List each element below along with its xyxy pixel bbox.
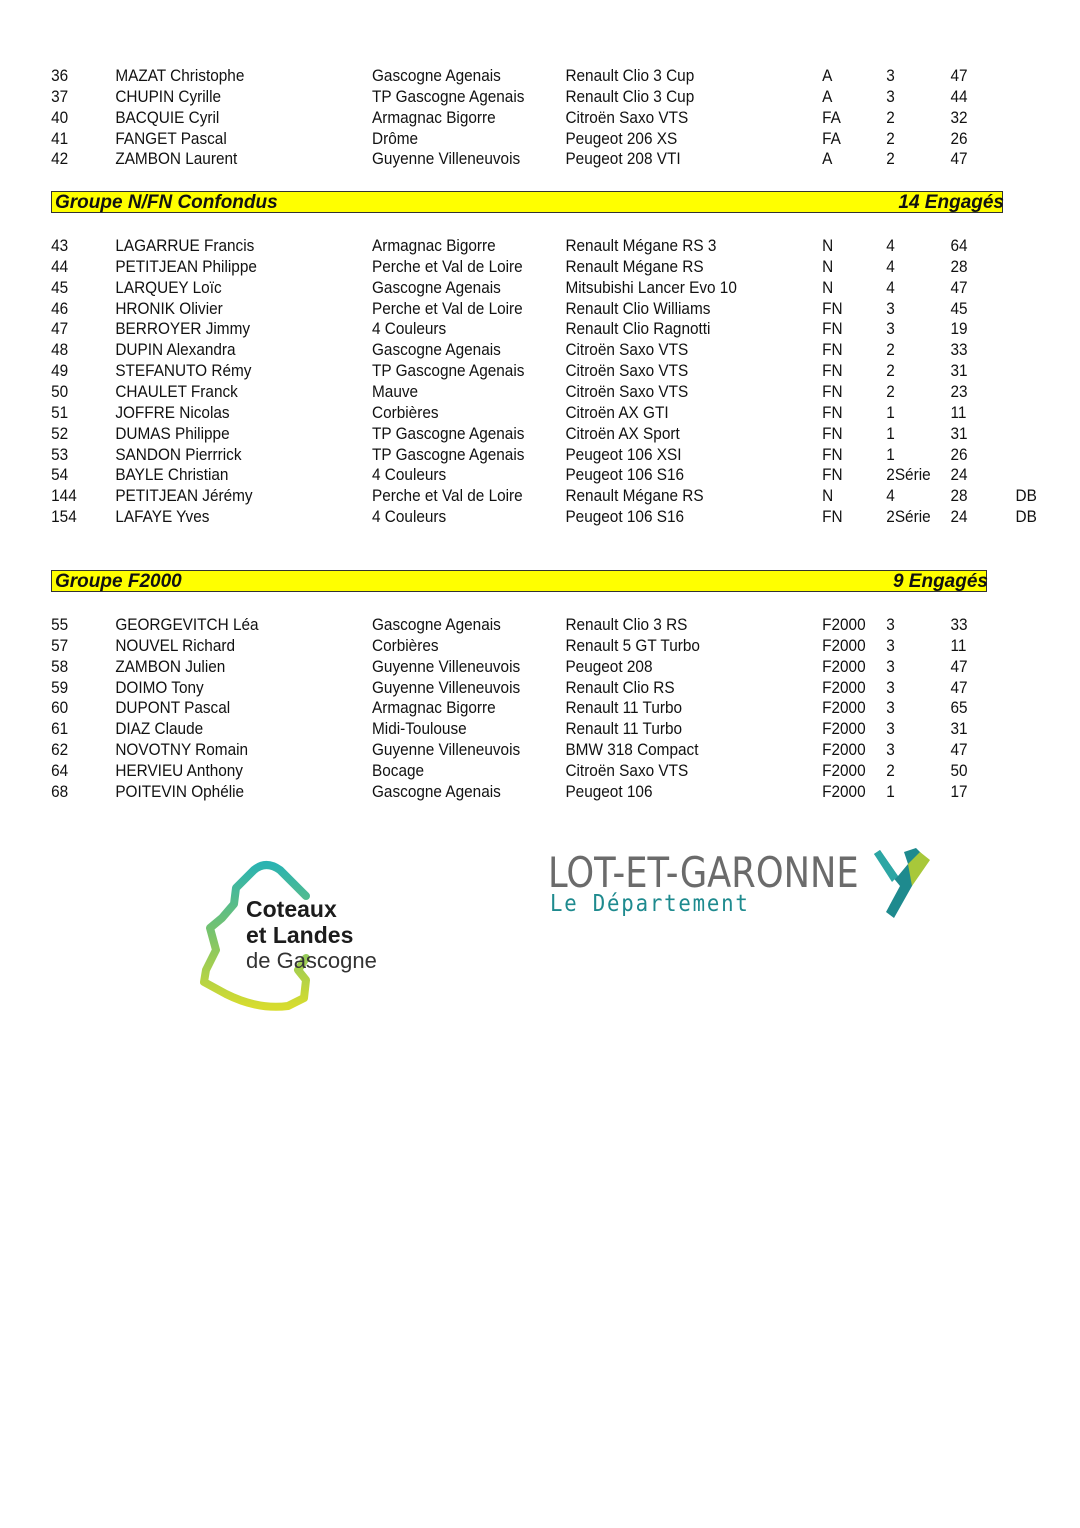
department: 47: [950, 658, 968, 676]
car-class: 1: [886, 446, 895, 464]
table-row: [0, 761, 1004, 782]
car-class: 3: [886, 300, 895, 318]
car-class: 2Série: [886, 466, 931, 484]
car-class: 3: [886, 88, 895, 106]
car-model: Citroën AX Sport: [565, 425, 680, 443]
car-model: Peugeot 106 S16: [565, 508, 685, 526]
driver-name: FANGET Pascal: [115, 130, 227, 148]
coteaux-line1: Coteaux: [246, 896, 337, 922]
car-group: F2000: [822, 679, 866, 697]
car-class: 3: [886, 741, 895, 759]
car-model: Peugeot 208 VTI: [565, 150, 681, 168]
car-model: Peugeot 106 S16: [565, 466, 685, 484]
club-name: Corbières: [372, 404, 439, 422]
car-model: Renault 11 Turbo: [565, 720, 683, 738]
car-class: 3: [886, 320, 895, 338]
car-model: Peugeot 106 XSI: [565, 446, 682, 464]
car-group: N: [822, 258, 834, 276]
club-name: Gascogne Agenais: [372, 616, 501, 634]
table-row: [0, 278, 1004, 299]
club-name: Mauve: [372, 383, 419, 401]
bib-number: 52: [51, 425, 69, 443]
bib-number: 68: [51, 783, 69, 801]
department: 64: [950, 237, 968, 255]
department: 28: [950, 258, 968, 276]
department: 47: [950, 150, 968, 168]
car-group: FA: [822, 130, 841, 148]
bib-number: 61: [51, 720, 69, 738]
department: 26: [950, 130, 968, 148]
car-model: Peugeot 106: [565, 783, 653, 801]
department: 26: [950, 446, 968, 464]
car-group: FA: [822, 109, 841, 127]
driver-name: MAZAT Christophe: [115, 67, 245, 85]
car-model: Citroën Saxo VTS: [565, 341, 689, 359]
department: 44: [950, 88, 968, 106]
driver-name: SANDON Pierrrick: [115, 446, 242, 464]
car-group: F2000: [822, 637, 866, 655]
club-name: Gascogne Agenais: [372, 341, 501, 359]
bib-number: 50: [51, 383, 69, 401]
car-model: Renault Clio RS: [565, 679, 675, 697]
club-name: Gascogne Agenais: [372, 783, 501, 801]
department: 28: [950, 487, 968, 505]
bib-number: 60: [51, 699, 69, 717]
club-name: Guyenne Villeneuvois: [372, 741, 521, 759]
car-model: Citroën Saxo VTS: [565, 109, 689, 127]
driver-name: PETITJEAN Jérémy: [115, 487, 253, 505]
department: 24: [950, 508, 968, 526]
car-model: Renault Mégane RS 3: [565, 237, 717, 255]
bib-number: 58: [51, 658, 69, 676]
department: 31: [950, 425, 968, 443]
club-name: 4 Couleurs: [372, 320, 447, 338]
group-header-n-fn: [51, 191, 1003, 213]
table-row: [0, 149, 1004, 170]
table-row: [0, 698, 1004, 719]
bib-number: 41: [51, 130, 69, 148]
driver-name: POITEVIN Ophélie: [115, 783, 245, 801]
driver-name: NOUVEL Richard: [115, 637, 235, 655]
table-row: [0, 319, 1004, 340]
table-row: [0, 657, 1004, 678]
department: 31: [950, 720, 968, 738]
bib-number: 51: [51, 404, 69, 422]
car-group: F2000: [822, 658, 866, 676]
bib-number: 54: [51, 466, 69, 484]
bib-number: 62: [51, 741, 69, 759]
car-group: F2000: [822, 741, 866, 759]
department: 47: [950, 741, 968, 759]
group-title: Groupe N/FN Confondus: [55, 192, 278, 213]
driver-name: CHAULET Franck: [115, 383, 238, 401]
group-header-f2000: [51, 570, 987, 592]
bib-number: 64: [51, 762, 69, 780]
driver-name: DUPIN Alexandra: [115, 341, 236, 359]
car-class: 4: [886, 258, 895, 276]
car-class: 2: [886, 150, 895, 168]
bib-number: 55: [51, 616, 69, 634]
department: 23: [950, 383, 968, 401]
driver-name: DUPONT Pascal: [115, 699, 231, 717]
car-class: 3: [886, 67, 895, 85]
extra-flag: DB: [1015, 508, 1037, 526]
car-model: Citroën Saxo VTS: [565, 362, 689, 380]
table-row: [0, 486, 1037, 507]
car-model: Peugeot 206 XS: [565, 130, 678, 148]
driver-name: CHUPIN Cyrille: [115, 88, 222, 106]
bib-number: 59: [51, 679, 69, 697]
driver-name: GEORGEVITCH Léa: [115, 616, 259, 634]
coteaux-line3: de Gascogne: [246, 948, 377, 973]
table-row: [0, 340, 1004, 361]
driver-name: DUMAS Philippe: [115, 425, 230, 443]
car-model: Renault Clio Williams: [565, 300, 711, 318]
table-row: [0, 615, 1004, 636]
car-group: N: [822, 487, 834, 505]
car-model: Peugeot 208: [565, 658, 653, 676]
bib-number: 49: [51, 362, 69, 380]
car-group: FN: [822, 300, 843, 318]
bib-number: 47: [51, 320, 69, 338]
department: 32: [950, 109, 968, 127]
table-row: [0, 636, 1004, 657]
lot-et-garonne-y-icon: [868, 846, 934, 922]
table-row: [0, 465, 1004, 486]
car-model: Renault 11 Turbo: [565, 699, 683, 717]
bib-number: 48: [51, 341, 69, 359]
table-row: [0, 108, 1004, 129]
car-model: Mitsubishi Lancer Evo 10: [565, 279, 737, 297]
club-name: Gascogne Agenais: [372, 67, 501, 85]
club-name: Armagnac Bigorre: [372, 109, 496, 127]
table-row: [0, 403, 1004, 424]
car-class: 2: [886, 362, 895, 380]
car-class: 2: [886, 130, 895, 148]
club-name: Guyenne Villeneuvois: [372, 679, 521, 697]
driver-name: HRONIK Olivier: [115, 300, 223, 318]
driver-name: BACQUIE Cyril: [115, 109, 220, 127]
group-count: 14 Engagés: [898, 192, 1004, 213]
car-class: 2Série: [886, 508, 931, 526]
bib-number: 45: [51, 279, 69, 297]
car-model: Renault Clio 3 Cup: [565, 88, 695, 106]
extra-flag: DB: [1015, 487, 1037, 505]
department: 11: [950, 637, 967, 655]
table-row: [0, 87, 1004, 108]
car-group: FN: [822, 383, 843, 401]
car-model: Renault 5 GT Turbo: [565, 637, 700, 655]
driver-name: BERROYER Jimmy: [115, 320, 251, 338]
driver-name: LARQUEY Loïc: [115, 279, 222, 297]
bib-number: 53: [51, 446, 69, 464]
club-name: Perche et Val de Loire: [372, 487, 523, 505]
bib-number: 44: [51, 258, 69, 276]
car-class: 3: [886, 720, 895, 738]
car-class: 3: [886, 637, 895, 655]
club-name: 4 Couleurs: [372, 466, 447, 484]
car-class: 4: [886, 279, 895, 297]
club-name: Corbières: [372, 637, 439, 655]
department: 33: [950, 341, 968, 359]
club-name: Bocage: [372, 762, 425, 780]
car-model: Renault Mégane RS: [565, 487, 704, 505]
car-class: 3: [886, 658, 895, 676]
car-group: FN: [822, 466, 843, 484]
driver-name: LAGARRUE Francis: [115, 237, 255, 255]
car-class: 1: [886, 404, 895, 422]
car-group: FN: [822, 341, 843, 359]
car-group: A: [822, 67, 833, 85]
car-model: Renault Clio 3 RS: [565, 616, 688, 634]
car-model: Citroën Saxo VTS: [565, 383, 689, 401]
table-row: [0, 782, 1004, 803]
bib-number: 43: [51, 237, 69, 255]
department: 45: [950, 300, 968, 318]
car-model: Citroën AX GTI: [565, 404, 669, 422]
car-group: A: [822, 150, 833, 168]
department: 17: [950, 783, 968, 801]
driver-name: ZAMBON Julien: [115, 658, 226, 676]
club-name: TP Gascogne Agenais: [372, 446, 525, 464]
car-model: Renault Clio 3 Cup: [565, 67, 695, 85]
car-group: FN: [822, 320, 843, 338]
table-row: [0, 382, 1004, 403]
department: 65: [950, 699, 968, 717]
table-row: [0, 129, 1004, 150]
bib-number: 36: [51, 67, 69, 85]
table-row: [0, 424, 1004, 445]
car-class: 2: [886, 109, 895, 127]
club-name: Guyenne Villeneuvois: [372, 150, 521, 168]
group-count: 9 Engagés: [892, 571, 988, 592]
driver-name: ZAMBON Laurent: [115, 150, 238, 168]
driver-name: DIAZ Claude: [115, 720, 204, 738]
department: 31: [950, 362, 968, 380]
driver-name: DOIMO Tony: [115, 679, 204, 697]
car-model: Renault Clio Ragnotti: [565, 320, 711, 338]
car-class: 2: [886, 762, 895, 780]
car-class: 3: [886, 616, 895, 634]
driver-name: NOVOTNY Romain: [115, 741, 249, 759]
club-name: Midi-Toulouse: [372, 720, 467, 738]
department: 50: [950, 762, 968, 780]
car-group: FN: [822, 508, 843, 526]
car-group: F2000: [822, 783, 866, 801]
club-name: Armagnac Bigorre: [372, 237, 496, 255]
department: 47: [950, 67, 968, 85]
car-model: BMW 318 Compact: [565, 741, 699, 759]
club-name: Guyenne Villeneuvois: [372, 658, 521, 676]
car-class: 4: [886, 487, 895, 505]
car-class: 3: [886, 679, 895, 697]
driver-name: BAYLE Christian: [115, 466, 229, 484]
car-group: N: [822, 237, 834, 255]
car-class: 3: [886, 699, 895, 717]
club-name: Gascogne Agenais: [372, 279, 501, 297]
coteaux-line2: et Landes: [246, 922, 354, 948]
driver-name: JOFFRE Nicolas: [115, 404, 230, 422]
car-class: 1: [886, 425, 895, 443]
car-class: 2: [886, 341, 895, 359]
car-class: 2: [886, 383, 895, 401]
car-model: Citroën Saxo VTS: [565, 762, 689, 780]
bib-number: 154: [51, 508, 77, 526]
car-class: 4: [886, 237, 895, 255]
club-name: TP Gascogne Agenais: [372, 88, 525, 106]
table-row: [0, 740, 1004, 761]
car-group: A: [822, 88, 833, 106]
department: 47: [950, 679, 968, 697]
club-name: TP Gascogne Agenais: [372, 425, 525, 443]
club-name: 4 Couleurs: [372, 508, 447, 526]
bib-number: 144: [51, 487, 77, 505]
lot-et-garonne-logo: [548, 846, 948, 926]
car-group: F2000: [822, 762, 866, 780]
club-name: TP Gascogne Agenais: [372, 362, 525, 380]
table-row: [0, 445, 1004, 466]
bib-number: 37: [51, 88, 69, 106]
coteaux-landes-logo: [196, 858, 396, 1018]
group-title: Groupe F2000: [55, 571, 182, 592]
car-group: FN: [822, 425, 843, 443]
lot-et-garonne-title: LOT-ET-GARONNE: [548, 848, 859, 897]
table-row: [0, 678, 1004, 699]
department: 47: [950, 279, 968, 297]
department: 19: [950, 320, 968, 338]
club-name: Armagnac Bigorre: [372, 699, 496, 717]
department: 24: [950, 466, 968, 484]
car-group: F2000: [822, 720, 866, 738]
driver-name: PETITJEAN Philippe: [115, 258, 257, 276]
bib-number: 57: [51, 637, 69, 655]
driver-name: STEFANUTO Rémy: [115, 362, 252, 380]
table-row: [0, 507, 1037, 528]
driver-name: LAFAYE Yves: [115, 508, 210, 526]
car-group: FN: [822, 362, 843, 380]
table-row: [0, 66, 1004, 87]
car-class: 1: [886, 783, 895, 801]
car-group: FN: [822, 446, 843, 464]
bib-number: 40: [51, 109, 69, 127]
table-row: [0, 719, 1004, 740]
department: 11: [950, 404, 967, 422]
lot-et-garonne-subtitle: Le Département: [550, 891, 750, 917]
club-name: Perche et Val de Loire: [372, 258, 523, 276]
car-group: F2000: [822, 699, 866, 717]
driver-name: HERVIEU Anthony: [115, 762, 243, 780]
table-row: [0, 257, 1004, 278]
club-name: Drôme: [372, 130, 419, 148]
car-group: N: [822, 279, 834, 297]
bib-number: 42: [51, 150, 69, 168]
bib-number: 46: [51, 300, 69, 318]
car-group: F2000: [822, 616, 866, 634]
car-group: FN: [822, 404, 843, 422]
table-row: [0, 299, 1004, 320]
car-model: Renault Mégane RS: [565, 258, 704, 276]
club-name: Perche et Val de Loire: [372, 300, 523, 318]
table-row: [0, 236, 1004, 257]
table-row: [0, 361, 1004, 382]
department: 33: [950, 616, 968, 634]
